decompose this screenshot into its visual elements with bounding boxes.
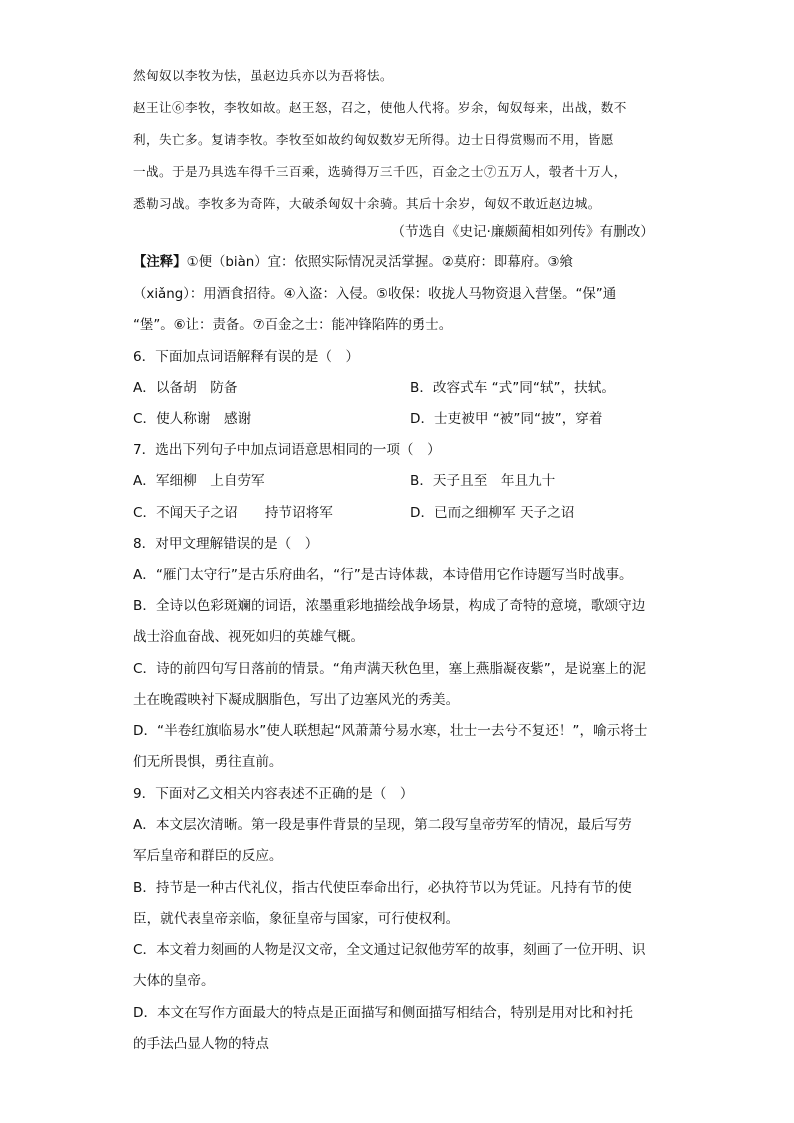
passage-line: 一战。于是乃具选车得千三百乘，选骑得万三千匹，百金之士⑦五万人，彀者十万人， xyxy=(133,164,627,179)
question-9-stem: 9．下面对乙文相关内容表述不正确的是（ ） xyxy=(133,786,414,802)
notes-text-1: ①便（biàn）宜：依照实际情况灵活掌握。②莫府：即幕府。③飨 xyxy=(186,255,573,270)
passage-line: 悉勒习战。李牧多为奇阵，大破杀匈奴十余骑。其后十余岁，匈奴不敢近赵边城。 xyxy=(133,196,601,211)
question-7-option-c: C．不闻天子之诏 持节诏将军 xyxy=(133,505,333,521)
question-9-option-b: B．持节是一种古代礼仪，指古代使臣奉命出行，必执符节以为凭证。凡持有节的使 xyxy=(133,880,632,896)
question-9-option-a: A．本文层次清晰。第一段是事件背景的呈现，第二段写皇帝劳军的情况，最后写劳 xyxy=(133,817,632,833)
passage-line: 利，失亡多。复请李牧。李牧至如故约匈奴数岁无所得。边士日得赏赐而不用，皆愿 xyxy=(133,132,614,147)
question-8-option-c: C．诗的前四句写日落前的情景。“角声满天秋色里，塞上燕脂凝夜紫”，是说塞上的泥 xyxy=(133,661,646,677)
question-6-stem: 6．下面加点词语解释有误的是（ ） xyxy=(133,349,360,365)
question-8-option-b-cont: 战士浴血奋战、视死如归的英雄气概。 xyxy=(133,629,365,645)
question-9-option-d-cont: 的手法凸显人物的特点 xyxy=(133,1036,269,1052)
notes-line-3: “堡”。⑥让：责备。⑦百金之士：能冲锋陷阵的勇士。 xyxy=(133,318,453,333)
passage-line: 然匈奴以李牧为怯，虽赵边兵亦以为吾将怯。 xyxy=(133,68,393,83)
question-8-stem: 8．对甲文理解错误的是（ ） xyxy=(133,536,319,552)
question-7-option-a: A．军细柳 上自劳军 xyxy=(133,473,265,489)
passage-line: 赵王让⑥李牧，李牧如故。赵王怒，召之，使他人代将。岁余，匈奴每来，出战，数不 xyxy=(133,100,627,115)
question-6-option-c: C．使人称谢 感谢 xyxy=(133,411,252,427)
notes-label: 【注释】 xyxy=(133,255,187,270)
notes-line-2: （xiǎng）：用酒食招待。④入盗：入侵。⑤收保：收拢人马物资退入营堡。“保”通 xyxy=(133,287,617,302)
question-8-option-b: B．全诗以色彩斑斓的词语，浓墨重彩地描绘战争场景，构成了奇特的意境，歌颂守边 xyxy=(133,598,646,614)
question-9-option-d: D．本文在写作方面最大的特点是正面描写和侧面描写相结合，特别是用对比和衬托 xyxy=(133,1005,633,1021)
question-9-option-c: C．本文着力刻画的人物是汉文帝，全文通过记叙他劳军的故事，刻画了一位开明、识 xyxy=(133,942,646,958)
question-9-option-a-cont: 军后皇帝和群臣的反应。 xyxy=(133,848,283,864)
question-7-option-d: D．已而之细柳军 天子之诏 xyxy=(410,505,575,521)
question-7-stem: 7．选出下列句子中加点词语意思相同的一项（ ） xyxy=(133,442,441,458)
question-6-option-b: B．改容式车 “式”同“轼”，扶轼。 xyxy=(410,380,615,396)
question-6-option-a: A．以备胡 防备 xyxy=(133,380,238,396)
question-6-option-d: D．士吏被甲 “被”同“披”，穿着 xyxy=(410,411,603,427)
question-8-option-a: A．“雁门太守行”是古乐府曲名，“行”是古诗体裁，本诗借用它作诗题写当时战事。 xyxy=(133,567,633,583)
passage-source: （节选自《史记·廉颇蔺相如列传》有删改） xyxy=(391,224,654,240)
question-8-option-c-cont: 土在晚霞映衬下凝成胭脂色，写出了边塞风光的秀美。 xyxy=(133,692,460,708)
notes-line-1 xyxy=(133,253,663,273)
question-8-option-d: D．“半卷红旗临易水”使人联想起“风萧萧兮易水寒，壮士一去兮不复还！”，喻示将士 xyxy=(133,723,648,739)
question-9-option-b-cont: 臣，就代表皇帝亲临，象征皇帝与国家，可行使权利。 xyxy=(133,911,460,927)
question-7-option-b: B．天子且至 年且九十 xyxy=(410,473,556,489)
question-8-option-d-cont: 们无所畏惧，勇往直前。 xyxy=(133,754,283,770)
question-9-option-c-cont: 大体的皇帝。 xyxy=(133,973,215,989)
